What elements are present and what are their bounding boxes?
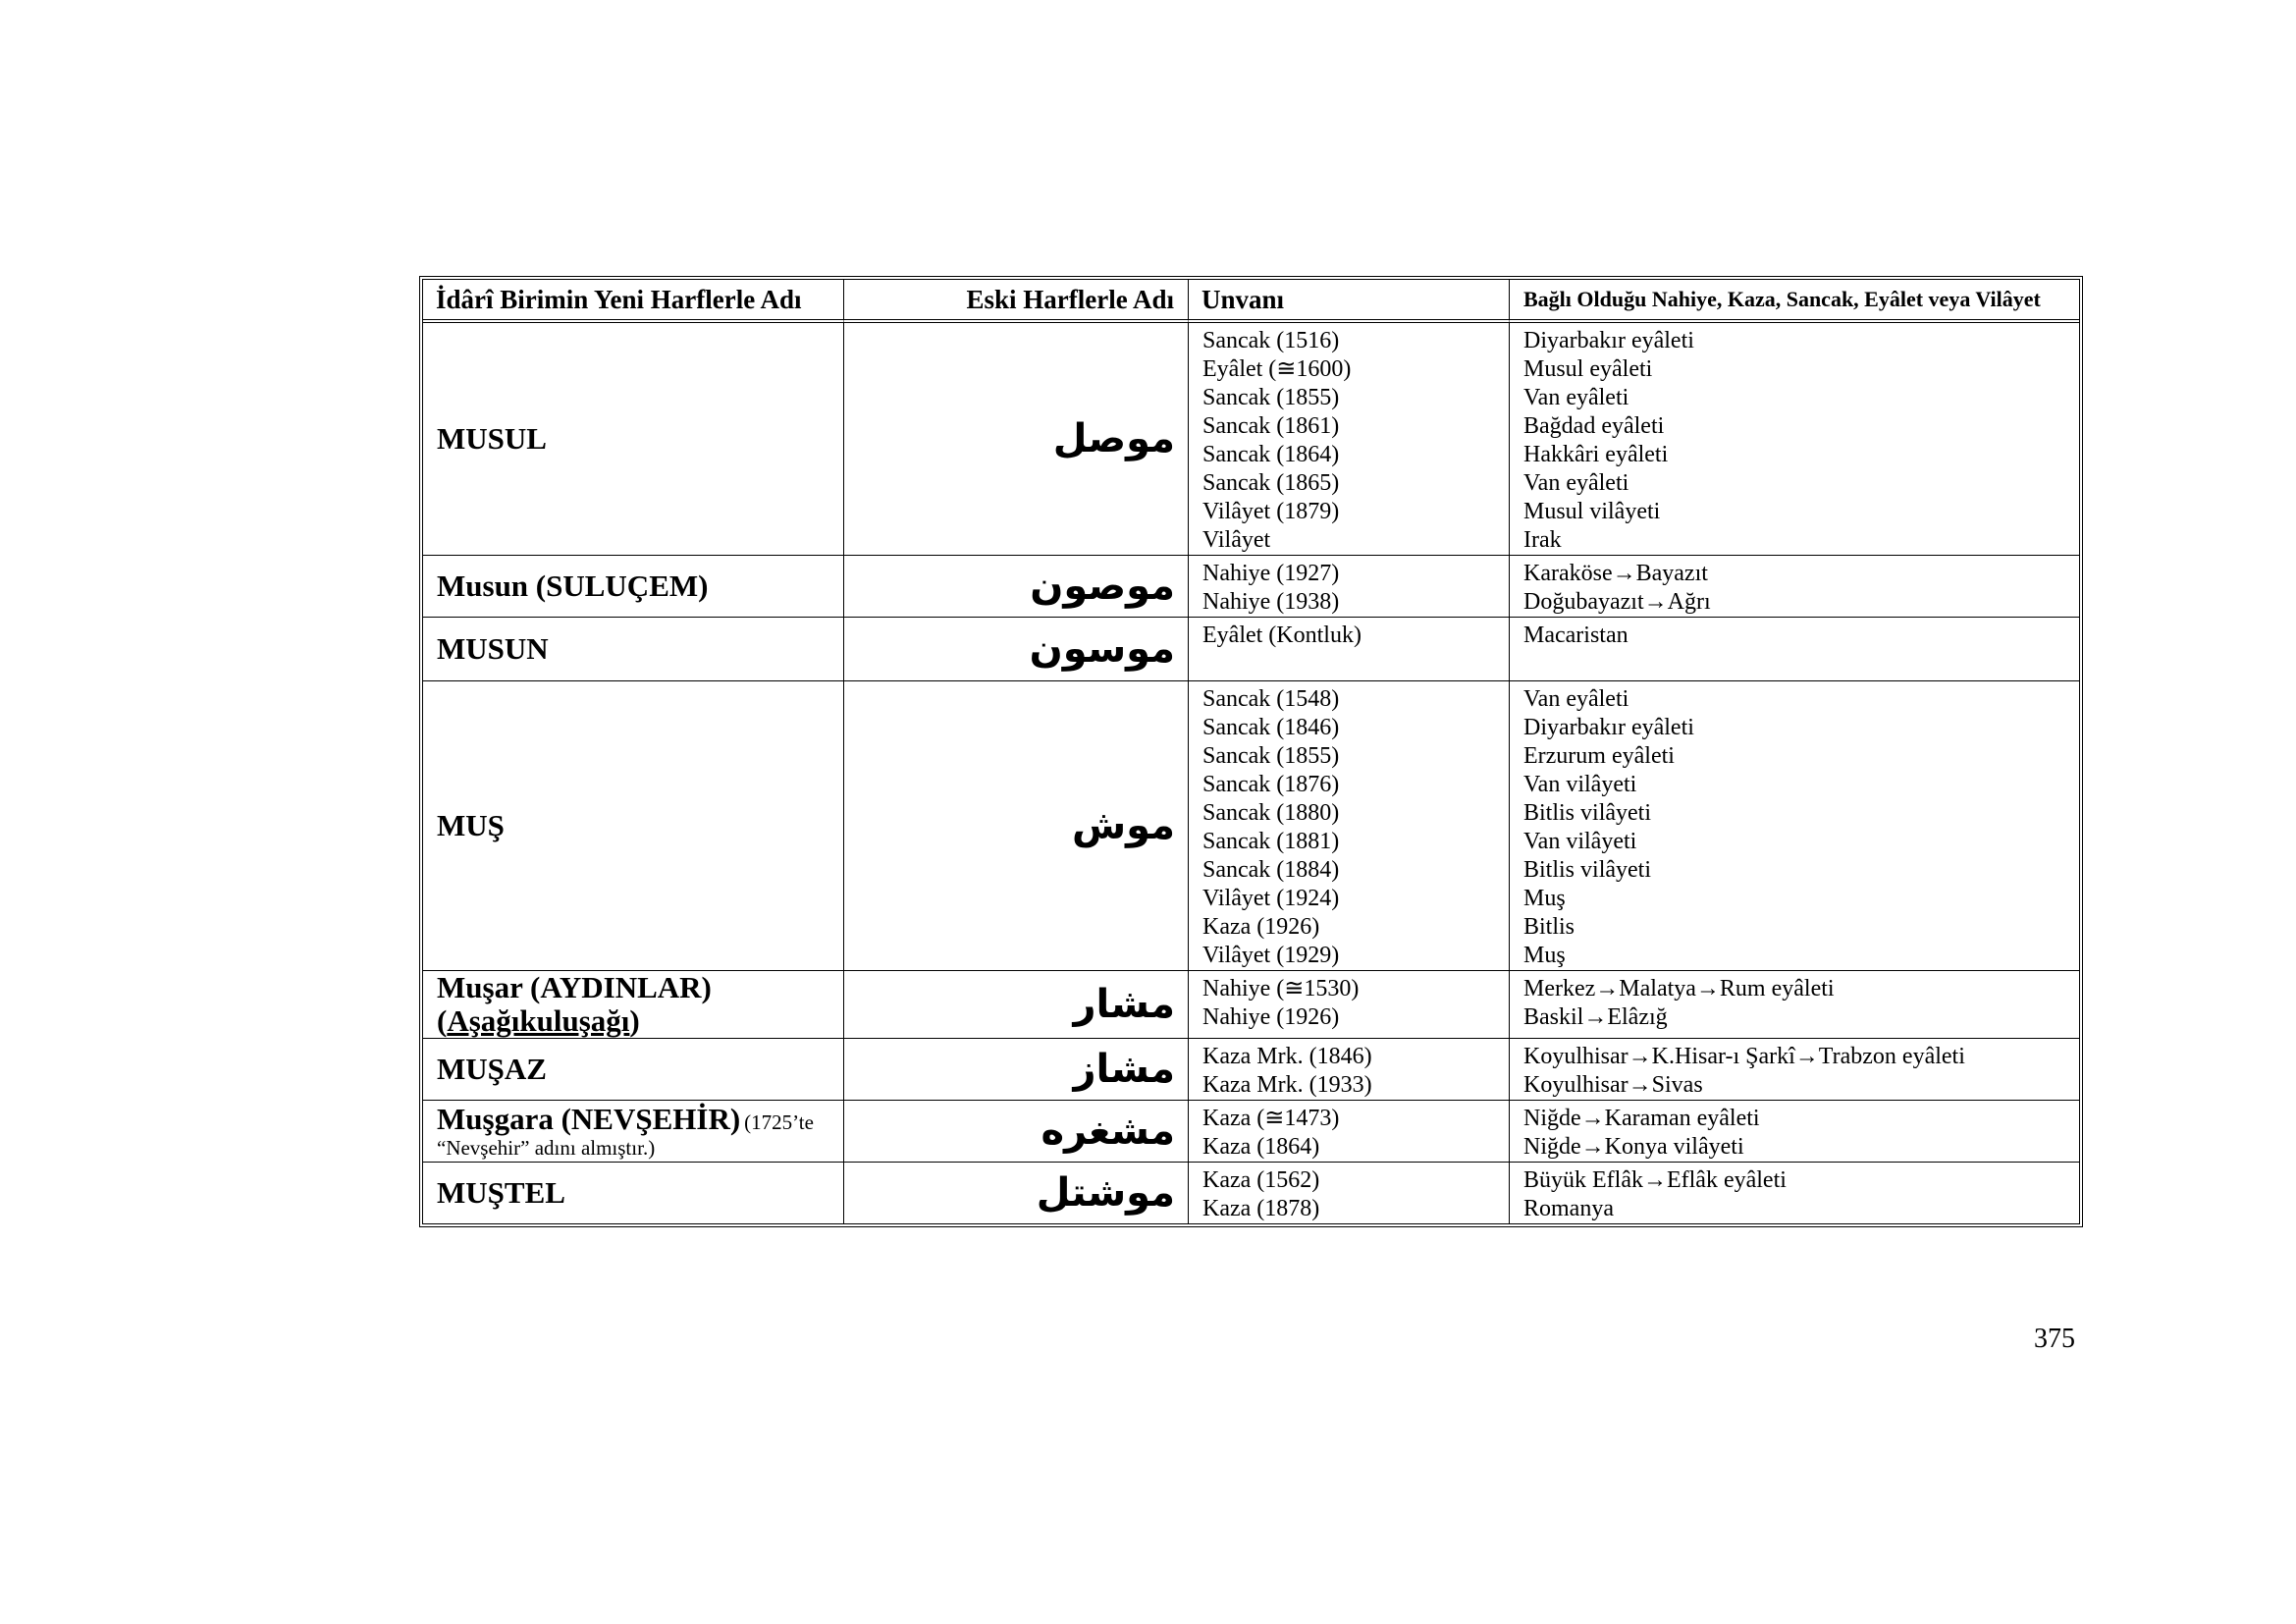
- affiliation-entry: Muş: [1523, 886, 1566, 911]
- name-cell: [423, 618, 844, 681]
- affiliation-entry: Bitlis vilâyeti: [1523, 857, 1651, 883]
- arabic-name: موشتل: [844, 1163, 1189, 1223]
- affiliation-entry: Macaristan: [1523, 623, 1629, 648]
- affiliation-entry: Diyarbakır eyâleti: [1523, 715, 1694, 740]
- table-row: [423, 323, 2079, 556]
- title-entry: Eyâlet (≅1600): [1202, 356, 1352, 382]
- title-entry: Kaza Mrk. (1933): [1202, 1072, 1372, 1098]
- title-entry: Kaza (≅1473): [1202, 1106, 1340, 1131]
- title-entry: Sancak (1548): [1202, 686, 1340, 712]
- name-cell: [423, 1039, 844, 1101]
- titles-cell: [1189, 323, 1510, 556]
- affiliation-entry: Musul vilâyeti: [1523, 499, 1661, 524]
- affiliation-entry: Van eyâleti: [1523, 470, 1629, 496]
- arabic-name: موصون: [844, 556, 1189, 618]
- place-name: MUSUL: [437, 421, 547, 456]
- arabic-name: مشار: [844, 971, 1189, 1039]
- place-note: (1725’te: [744, 1110, 814, 1134]
- name-cell: [423, 971, 844, 1039]
- place-name: MUSUN: [437, 631, 549, 666]
- table-row: [423, 556, 2079, 618]
- title-entry: Sancak (1864): [1202, 442, 1340, 467]
- titles-cell: [1189, 971, 1510, 1039]
- affiliations-cell: [1510, 556, 2079, 618]
- table-row: [423, 1039, 2079, 1101]
- arabic-name: موش: [844, 681, 1189, 971]
- title-entry: Kaza (1926): [1202, 914, 1320, 940]
- title-entry: Sancak (1865): [1202, 470, 1340, 496]
- titles-cell: [1189, 1039, 1510, 1101]
- titles-cell: [1189, 1101, 1510, 1163]
- name-cell: [423, 323, 844, 556]
- affiliation-entry: Van eyâleti: [1523, 686, 1629, 712]
- affiliation-entry: Diyarbakır eyâleti: [1523, 328, 1694, 353]
- affiliation-entry: Hakkâri eyâleti: [1523, 442, 1669, 467]
- title-entry: Vilâyet: [1202, 527, 1271, 553]
- header-affiliation: Bağlı Olduğu Nahiye, Kaza, Sancak, Eyâlet veya Vilâyet: [1510, 280, 2079, 323]
- affiliation-entry: Musul eyâleti: [1523, 356, 1653, 382]
- titles-cell: [1189, 618, 1510, 681]
- affiliation-entry: Karaköse→Bayazıt: [1523, 561, 1708, 586]
- arabic-name: مشغره: [844, 1101, 1189, 1163]
- arabic-name: موسون: [844, 618, 1189, 681]
- arabic-name: موصل: [844, 323, 1189, 556]
- affiliation-entry: Romanya: [1523, 1196, 1614, 1221]
- affiliation-entry: Van vilâyeti: [1523, 829, 1637, 854]
- affiliation-entry: Bitlis: [1523, 914, 1575, 940]
- header-old-name: Eski Harflerle Adı: [844, 280, 1189, 323]
- affiliation-entry: Niğde→Konya vilâyeti: [1523, 1134, 1744, 1160]
- affiliations-cell: [1510, 1101, 2079, 1163]
- affiliations-cell: [1510, 971, 2079, 1039]
- header-title: Unvanı: [1189, 280, 1510, 323]
- title-entry: Vilâyet (1929): [1202, 943, 1340, 968]
- title-entry: Nahiye (1938): [1202, 589, 1340, 615]
- affiliation-entry: Van eyâleti: [1523, 385, 1629, 410]
- affiliations-cell: [1510, 681, 2079, 971]
- title-entry: Nahiye (1926): [1202, 1004, 1340, 1030]
- title-entry: Kaza (1562): [1202, 1167, 1320, 1193]
- name-cell: [423, 556, 844, 618]
- table-row: [423, 681, 2079, 971]
- title-entry: Kaza (1878): [1202, 1196, 1320, 1221]
- title-entry: Kaza Mrk. (1846): [1202, 1044, 1372, 1069]
- place-note-cont: “Nevşehir” adını almıştır.): [437, 1135, 656, 1160]
- name-cell: [423, 1163, 844, 1223]
- place-name: Muşgara (NEVŞEHİR): [437, 1101, 741, 1136]
- affiliations-cell: [1510, 1163, 2079, 1223]
- title-entry: Sancak (1516): [1202, 328, 1340, 353]
- affiliation-entry: Bitlis vilâyeti: [1523, 800, 1651, 826]
- affiliation-entry: Koyulhisar→K.Hisar-ı Şarkî→Trabzon eyâleti: [1523, 1044, 1965, 1069]
- title-entry: Sancak (1861): [1202, 413, 1340, 439]
- title-entry: Nahiye (≅1530): [1202, 976, 1360, 1001]
- title-entry: Kaza (1864): [1202, 1134, 1320, 1160]
- table-row: [423, 971, 2079, 1039]
- affiliation-entry: Bağdad eyâleti: [1523, 413, 1665, 439]
- affiliation-entry: Niğde→Karaman eyâleti: [1523, 1106, 1760, 1131]
- header-new-name: İdârî Birimin Yeni Harflerle Adı: [423, 280, 844, 323]
- title-entry: Eyâlet (Kontluk): [1202, 623, 1362, 648]
- name-cell: [423, 681, 844, 971]
- affiliation-entry: Irak: [1523, 527, 1562, 553]
- table-row: [423, 618, 2079, 681]
- table-row: [423, 1101, 2079, 1163]
- name-cell: [423, 1101, 844, 1163]
- table-row: [423, 1163, 2079, 1223]
- place-name-alt-underlined: Aşağıkuluşağı: [447, 1003, 630, 1038]
- title-entry: Sancak (1846): [1202, 715, 1340, 740]
- affiliation-entry: Erzurum eyâleti: [1523, 743, 1675, 769]
- affiliations-cell: [1510, 1039, 2079, 1101]
- gazetteer-table: [419, 276, 2083, 1227]
- title-entry: Sancak (1855): [1202, 385, 1340, 410]
- place-name-alt: (Aşağıkuluşağı): [437, 1003, 640, 1038]
- place-name: MUŞAZ: [437, 1052, 547, 1086]
- affiliation-entry: Doğubayazıt→Ağrı: [1523, 589, 1711, 615]
- affiliation-entry: Van vilâyeti: [1523, 772, 1637, 797]
- title-entry: Vilâyet (1879): [1202, 499, 1340, 524]
- header-row: [423, 280, 2079, 323]
- affiliations-cell: [1510, 618, 2079, 681]
- title-entry: Vilâyet (1924): [1202, 886, 1340, 911]
- title-entry: Sancak (1855): [1202, 743, 1340, 769]
- page-number: 375: [2034, 1324, 2075, 1354]
- title-entry: Sancak (1881): [1202, 829, 1340, 854]
- place-name: MUŞTEL: [437, 1175, 565, 1210]
- affiliation-entry: Muş: [1523, 943, 1566, 968]
- place-name: Musun (SULUÇEM): [437, 568, 709, 603]
- titles-cell: [1189, 1163, 1510, 1223]
- title-entry: Nahiye (1927): [1202, 561, 1340, 586]
- affiliation-entry: Merkez→Malatya→Rum eyâleti: [1523, 976, 1835, 1001]
- affiliations-cell: [1510, 323, 2079, 556]
- place-name: MUŞ: [437, 808, 505, 842]
- arabic-name: مشاز: [844, 1039, 1189, 1101]
- place-name: Muşar (AYDINLAR): [437, 970, 712, 1004]
- affiliation-entry: Büyük Eflâk→Eflâk eyâleti: [1523, 1167, 1787, 1193]
- title-entry: Sancak (1880): [1202, 800, 1340, 826]
- affiliation-entry: Koyulhisar→Sivas: [1523, 1072, 1703, 1098]
- affiliation-entry: Baskil→Elâzığ: [1523, 1004, 1668, 1030]
- titles-cell: [1189, 681, 1510, 971]
- title-entry: Sancak (1876): [1202, 772, 1340, 797]
- title-entry: Sancak (1884): [1202, 857, 1340, 883]
- titles-cell: [1189, 556, 1510, 618]
